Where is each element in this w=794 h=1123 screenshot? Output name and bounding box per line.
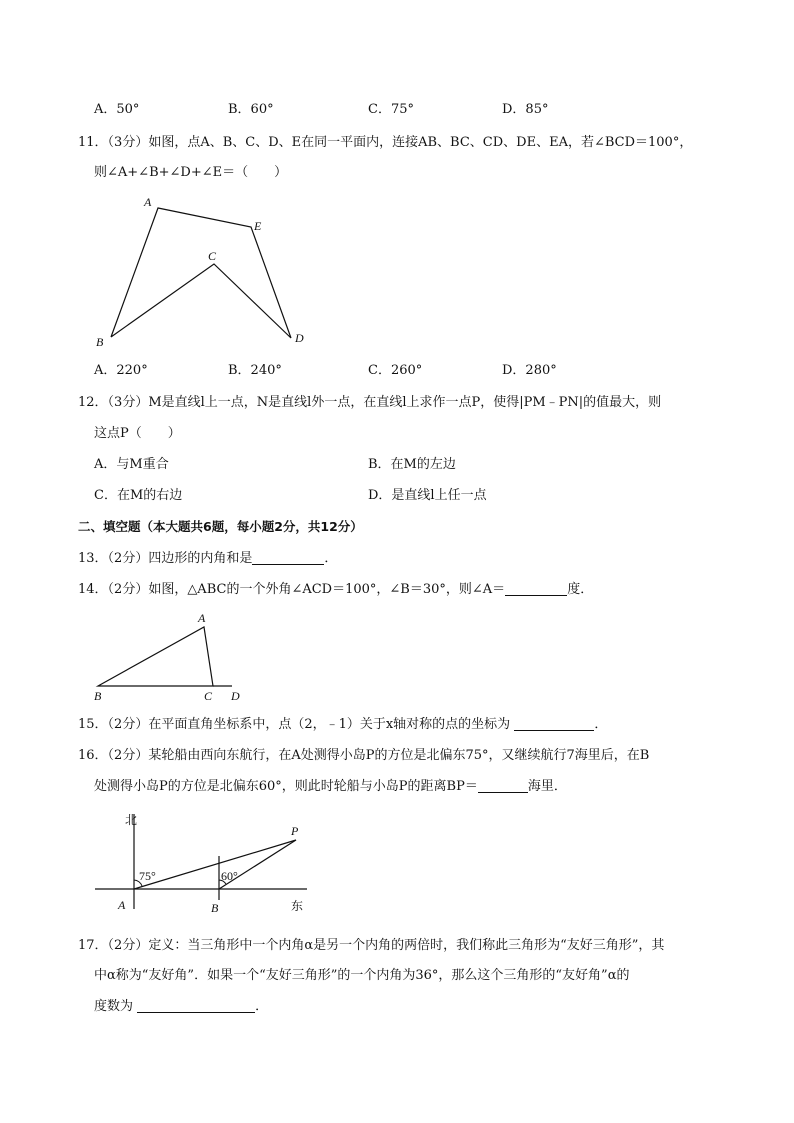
q11-label-b: B bbox=[96, 335, 104, 349]
q17-line3 bbox=[94, 998, 268, 1016]
q11-pentagon-lines bbox=[111, 208, 291, 338]
q15-line bbox=[78, 716, 607, 734]
q15-end: ． bbox=[594, 717, 608, 732]
q16-stem-line2: 处测得小岛P的方位是北偏东60°，则此时轮船与小岛P的距离BP＝ bbox=[94, 779, 478, 794]
q14-label-a: A bbox=[198, 611, 206, 625]
q16-stem-line1: 16．（2分）某轮船由西向东航行，在A处测得小岛P的方位是北偏东75°，又继续航行7海里后，在B bbox=[78, 748, 650, 763]
q11-label-c: C bbox=[208, 249, 217, 263]
section-2-heading: 二、填空题（本大题共6题，每小题2分，共12分） bbox=[78, 519, 363, 534]
q12-options-row1 bbox=[94, 456, 714, 474]
q17-stem-line1: 17．（2分）定义：当三角形中一个内角α是另一个内角的两倍时，我们称此三角形为“友好三角形”，其 bbox=[78, 938, 665, 953]
q11-label-a: A bbox=[144, 195, 152, 209]
q16-label-angle-60: 60° bbox=[221, 869, 238, 883]
q14-stem: 14．（2分）如图，△ABC的一个外角∠ACD＝100°，∠B＝30°，则∠A＝ bbox=[78, 582, 506, 597]
q14-line bbox=[78, 581, 593, 599]
q11-option-c[interactable]: C．260° bbox=[368, 363, 423, 378]
q13-answer-blank[interactable] bbox=[252, 550, 324, 565]
q12-stem-line1: 12．（3分）M是直线l上一点，N是直线l外一点，在直线l上求作一点P，使得|PM﹣PN|的值最大，则 bbox=[78, 395, 662, 410]
q17-stem-line3: 度数为 bbox=[94, 999, 134, 1014]
q16-label-north: 北 bbox=[125, 813, 138, 827]
q14-answer-blank[interactable] bbox=[505, 581, 567, 596]
q12-stem-line2: 这点P（ ） bbox=[94, 426, 181, 441]
q13-stem: 13．（2分）四边形的内角和是 bbox=[78, 551, 253, 566]
q11-option-b[interactable]: B．240° bbox=[228, 363, 282, 378]
q12-option-c[interactable]: C．在M的右边 bbox=[94, 488, 183, 503]
q16-label-angle-75: 75° bbox=[139, 869, 156, 883]
q11-stem-line2: 则∠A+∠B+∠D+∠E＝（ ） bbox=[94, 165, 288, 180]
q11-option-d[interactable]: D．280° bbox=[502, 363, 557, 378]
q16-answer-blank[interactable] bbox=[478, 778, 528, 793]
q14-label-d: D bbox=[231, 689, 240, 703]
q10-option-b[interactable]: B．60° bbox=[228, 102, 274, 117]
q14-triangle bbox=[98, 627, 213, 686]
q16-label-a: A bbox=[118, 898, 126, 912]
q11-figure bbox=[90, 190, 320, 355]
q16-line2 bbox=[94, 778, 567, 796]
q13-line bbox=[78, 550, 337, 568]
q11-label-d: D bbox=[295, 331, 304, 345]
q11-label-e: E bbox=[254, 219, 262, 233]
q16-line-ap bbox=[134, 840, 296, 889]
q14-figure bbox=[90, 606, 260, 706]
q10-options bbox=[94, 101, 714, 119]
q12-options-row2 bbox=[94, 487, 714, 505]
q14-label-b: B bbox=[94, 689, 102, 703]
q17-stem-line2: 中α称为“友好角”．如果一个“友好三角形”的一个内角为36°，那么这个三角形的“友好角”α的 bbox=[94, 968, 630, 983]
q12-option-b[interactable]: B．在M的左边 bbox=[368, 457, 456, 472]
q15-answer-blank[interactable] bbox=[514, 716, 594, 731]
q10-option-a[interactable]: A．50° bbox=[94, 102, 140, 117]
q15-stem: 15．（2分）在平面直角坐标系中，点（2，﹣1）关于x轴对称的点的坐标为 bbox=[78, 717, 511, 732]
q10-option-d[interactable]: D．85° bbox=[502, 102, 549, 117]
q16-label-p: P bbox=[291, 824, 299, 838]
q13-end: ． bbox=[324, 551, 338, 566]
q12-option-a[interactable]: A．与M重合 bbox=[94, 457, 169, 472]
q11-stem-line1: 11．（3分）如图，点A、B、C、D、E在同一平面内，连接AB、BC、CD、DE、EA，若∠BCD＝100°， bbox=[78, 135, 693, 150]
q17-answer-blank[interactable] bbox=[137, 998, 255, 1013]
q16-label-b: B bbox=[211, 901, 219, 915]
q16-figure bbox=[95, 806, 320, 916]
q11-option-a[interactable]: A．220° bbox=[94, 363, 148, 378]
q14-label-c: C bbox=[204, 689, 213, 703]
q16-end: 海里． bbox=[527, 779, 567, 794]
q10-option-c[interactable]: C．75° bbox=[368, 102, 414, 117]
q14-end: 度． bbox=[567, 582, 594, 597]
q11-options bbox=[94, 362, 714, 380]
q16-label-east: 东 bbox=[291, 899, 304, 913]
q12-option-d[interactable]: D．是直线l上任一点 bbox=[368, 488, 487, 503]
q17-end: ． bbox=[255, 999, 269, 1014]
